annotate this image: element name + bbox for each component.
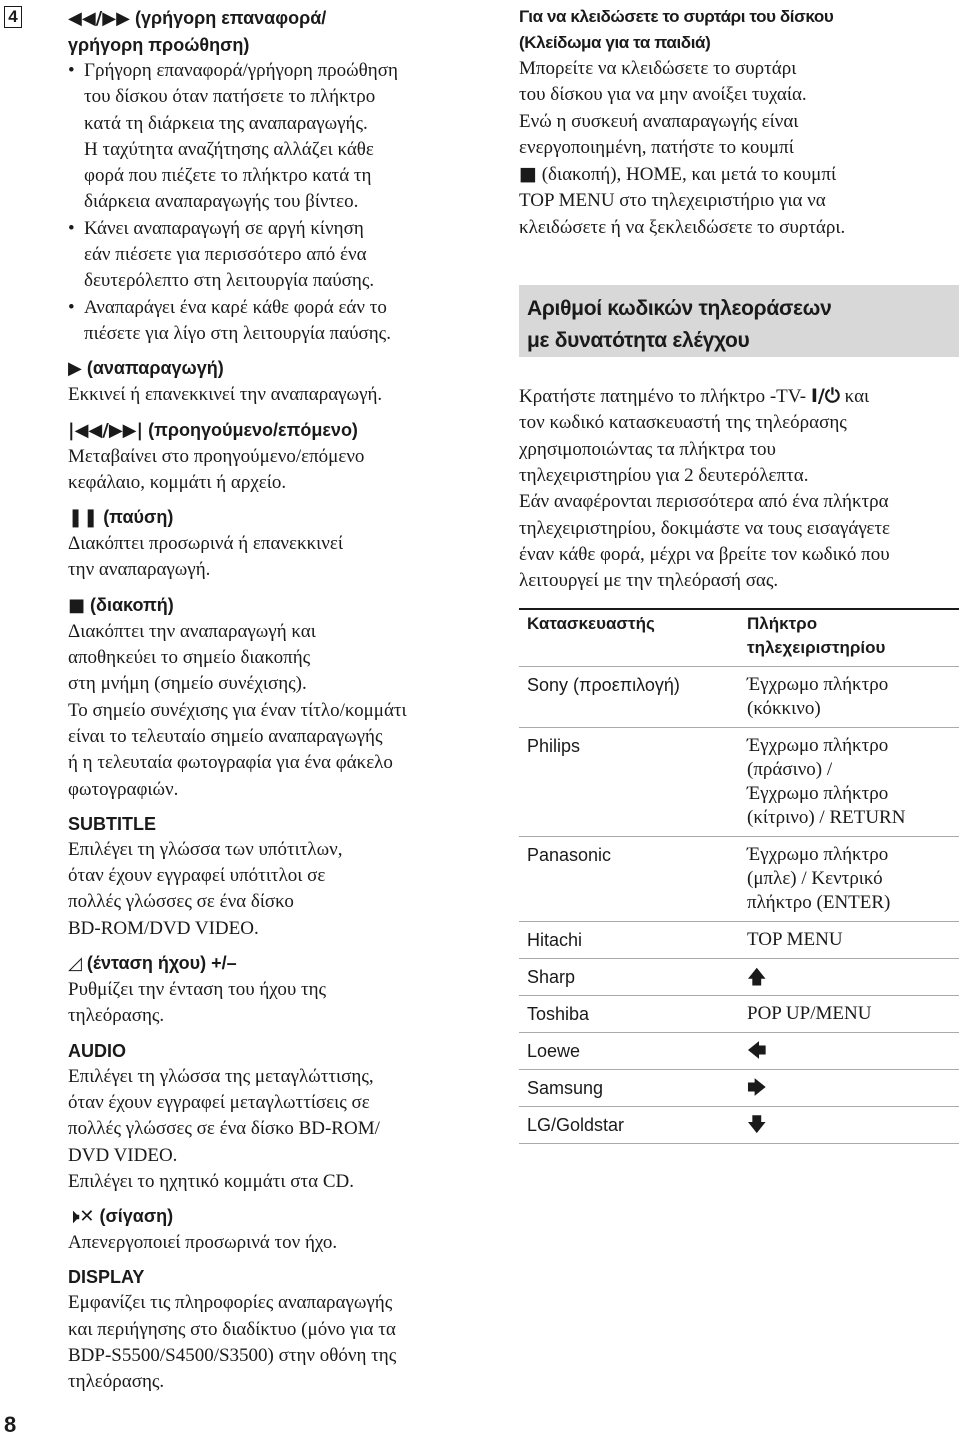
play-heading <box>68 355 468 382</box>
audio-heading: AUDIO <box>68 1040 126 1061</box>
text-line: πιέσετε για λίγο στη λειτουργία παύσης. <box>84 322 391 344</box>
text-line: Το σημείο συνέχισης για έναν τίτλο/κομμάτι <box>68 699 407 721</box>
text-line: και περιήγησης στο διαδίκτυο (μόνο για τα <box>68 1318 396 1340</box>
left-column <box>68 5 468 1396</box>
ffrew-bullet-list <box>68 58 468 347</box>
list-item <box>68 58 468 216</box>
text-line: 🡄 <box>747 1040 767 1063</box>
ffrew-heading <box>68 5 468 58</box>
display-heading: DISPLAY <box>68 1267 145 1288</box>
table-row <box>519 959 959 996</box>
table-row <box>519 922 959 959</box>
lock-title: Για να κλειδώσετε το συρτάρι του δίσκου <box>519 7 834 26</box>
tv-codes-banner <box>519 285 959 357</box>
table-row <box>519 996 959 1033</box>
table-body <box>519 667 959 1144</box>
text-line: POP UP/MENU <box>747 1003 872 1025</box>
lock-lines-2 <box>519 188 959 241</box>
text-line: πολλές γλώσσες σε ένα δίσκο <box>68 891 294 913</box>
text-line: Έγχρωμο πλήκτρο <box>747 674 889 696</box>
lock-heading <box>519 4 959 56</box>
mute-icon: 🕨✕ <box>68 1206 95 1228</box>
remote-key-header <box>739 609 959 667</box>
text-line: πολλές γλώσσες σε ένα δίσκο BD-ROM/ <box>68 1118 380 1140</box>
section-number-box: 4 <box>4 6 22 28</box>
text-line: φωτογραφιών. <box>68 778 179 800</box>
stop-title: (διακοπή) <box>90 594 174 615</box>
text-line: Έγχρωμο πλήκτρο <box>747 735 889 757</box>
volume-icon: ◿ <box>68 953 82 975</box>
text-line: Εάν αναφέρονται περισσότερα από ένα πλήκτρα <box>519 491 889 513</box>
tv-codes-table <box>519 608 959 1144</box>
pause-icon: ❚❚ <box>68 507 99 529</box>
remote-key-header-1: Πλήκτρο <box>747 614 818 634</box>
page-number: 8 <box>4 1412 17 1437</box>
manufacturer-header: Κατασκευαστής <box>519 609 739 667</box>
mute-text <box>68 1230 468 1256</box>
prev-next-icon: |◀◀/▶▶| <box>68 419 144 441</box>
pause-text <box>68 531 468 584</box>
text-line: φορά που πιέζετε το πλήκτρο κατά τη <box>84 165 372 187</box>
text-line: εάν πιέσετε για περισσότερο από ένα <box>84 244 367 266</box>
lock-stop-line-text: (διακοπή), HOME, και μετά το κουμπί <box>536 164 837 186</box>
text-line: κατά τη διάρκεια της αναπαραγωγής. <box>84 112 368 134</box>
text-line: Επιλέγει το ηχητικό κομμάτι στα CD. <box>68 1170 354 1192</box>
tv-codes-intro <box>519 383 959 594</box>
text-line: (πράσινο) / <box>747 759 833 781</box>
text-line: όταν έχουν εγγραφεί μεταγλωττίσεις σε <box>68 1091 370 1113</box>
manufacturer-cell: Hitachi <box>527 930 583 951</box>
text-line: έναν κάθε φορά, μέχρι να βρείτε τον κωδικό που <box>519 543 890 565</box>
right-column <box>519 4 959 1144</box>
stop-heading <box>68 592 468 619</box>
subtitle-text <box>68 837 468 942</box>
manufacturer-cell: LG/Goldstar <box>527 1115 625 1136</box>
remote-key-cell <box>739 1033 959 1070</box>
play-title: (αναπαραγωγή) <box>86 358 224 379</box>
text-line: τηλεχειριστηρίου για 2 δευτερόλεπτα. <box>519 464 809 486</box>
prev-next-heading <box>68 417 468 444</box>
intro-first-line-end: και <box>839 386 870 408</box>
table-row <box>519 1070 959 1107</box>
text-line: τηλεχειριστηρίου, δοκιμάστε να τους εισαγάγετε <box>519 517 890 539</box>
text-line: του δίσκου όταν πατήσετε το πλήκτρο <box>84 86 376 108</box>
table-row <box>519 1033 959 1070</box>
text-line: TOP MENU <box>747 929 843 951</box>
volume-title: (ένταση ήχου) +/– <box>86 953 237 974</box>
mute-title: (σίγαση) <box>99 1206 174 1227</box>
text-line: Διακόπτει προσωρινά ή επανεκκινεί <box>68 533 343 555</box>
volume-heading <box>68 950 468 977</box>
remote-key-cell <box>739 1070 959 1107</box>
subtitle-heading: SUBTITLE <box>68 813 156 834</box>
prev-next-text <box>68 444 468 497</box>
text-line: (κίτρινο) / RETURN <box>747 807 906 829</box>
table-row <box>519 837 959 922</box>
text-line: Εμφανίζει τις πληροφορίες αναπαραγωγής <box>68 1292 393 1314</box>
lock-text <box>519 56 959 241</box>
text-line: BDP-S5500/S4500/S3500) στην οθόνη της <box>68 1344 397 1366</box>
manufacturer-cell: Philips <box>527 736 581 757</box>
text-line: 🡅 <box>747 966 767 989</box>
text-line: ενεργοποιημένη, πατήστε το κουμπί <box>519 136 794 158</box>
play-text <box>68 382 468 408</box>
text-line: (κόκκινο) <box>747 698 821 720</box>
text-line: ή η τελευταία φωτογραφία για ένα φάκελο <box>68 752 393 774</box>
intro-first-line-start: Κρατήστε πατημένο το πλήκτρο -TV- <box>519 386 811 408</box>
text-line: • Κάνει αναπαραγωγή σε αργή κίνηση <box>84 217 364 239</box>
banner-title-2: με δυνατότητα ελέγχου <box>527 329 750 353</box>
pause-heading <box>68 504 468 531</box>
lock-lines <box>519 56 959 161</box>
text-line: Εκκινεί ή επανεκκινεί την αναπαραγωγή. <box>68 384 383 406</box>
lock-stop-line <box>519 161 959 188</box>
fast-rewind-forward-icon: ◀◀/▶▶ <box>68 8 130 29</box>
remote-key-cell <box>739 728 959 837</box>
text-line: Μπορείτε να κλειδώσετε το συρτάρι <box>519 58 797 79</box>
text-line: Επιλέγει τη γλώσσα της μεταγλώττισης, <box>68 1065 374 1087</box>
text-line: πλήκτρο (ENTER) <box>747 892 891 914</box>
text-line: διάρκεια αναπαραγωγής του βίντεο. <box>84 191 359 213</box>
text-line: Έγχρωμο πλήκτρο <box>747 783 889 805</box>
text-line: Ρυθμίζει την ένταση του ήχου της <box>68 979 327 1001</box>
remote-key-cell <box>739 996 959 1033</box>
text-line: Η ταχύτητα αναζήτησης αλλάζει κάθε <box>84 138 374 160</box>
text-line: κεφάλαιο, κομμάτι ή αρχείο. <box>68 471 287 493</box>
list-item <box>68 295 468 348</box>
intro-first-line <box>519 383 959 410</box>
power-icon: I/⏻ <box>810 385 840 408</box>
text-line: δευτερόλεπτο στη λειτουργία παύσης. <box>84 270 375 292</box>
play-icon: ▶ <box>68 358 82 380</box>
text-line: 🡇 <box>747 1114 767 1137</box>
remote-key-cell <box>739 959 959 996</box>
text-line: είναι το τελευταίο σημείο αναπαραγωγής <box>68 725 383 747</box>
remote-key-cell <box>739 667 959 728</box>
remote-key-header-2: τηλεχειριστηρίου <box>747 638 886 658</box>
text-line: Έγχρωμο πλήκτρο <box>747 844 889 866</box>
list-item <box>68 216 468 295</box>
text-line: του δίσκου για να μην ανοίξει τυχαία. <box>519 84 807 106</box>
remote-key-cell <box>739 837 959 922</box>
text-line: την αναπαραγωγή. <box>68 559 211 581</box>
display-text <box>68 1290 468 1395</box>
text-line: χρησιμοποιώντας τα πλήκτρα του <box>519 438 776 460</box>
manufacturer-cell: Sony (προεπιλογή) <box>527 675 680 696</box>
stop-icon: ■ <box>519 163 537 186</box>
text-line: 🡆 <box>747 1077 767 1100</box>
text-line: λειτουργεί με την τηλεόρασή σας. <box>519 570 779 592</box>
text-line: Ενώ η συσκευή αναπαραγωγής είναι <box>519 110 799 132</box>
intro-lines <box>519 410 959 594</box>
text-line: Μεταβαίνει στο προηγούμενο/επόμενο <box>68 445 365 467</box>
banner-title-1: Αριθμοί κωδικών τηλεοράσεων <box>527 297 832 321</box>
text-line: στη μνήμη (σημείο συνέχισης). <box>68 673 307 695</box>
text-line: τηλεόρασης. <box>68 1005 165 1027</box>
manufacturer-cell: Loewe <box>527 1041 581 1062</box>
manufacturer-cell: Sharp <box>527 967 576 988</box>
table-row <box>519 667 959 728</box>
ffrew-title: (γρήγορη επαναφορά/ <box>134 8 327 28</box>
lock-title-2: (Κλείδωμα για τα παιδιά) <box>519 33 711 52</box>
text-line: Επιλέγει τη γλώσσα των υπότιτλων, <box>68 838 343 860</box>
manufacturer-cell: Toshiba <box>527 1004 590 1025</box>
text-line: Απενεργοποιεί προσωρινά τον ήχο. <box>68 1232 338 1254</box>
volume-text <box>68 977 468 1030</box>
audio-text <box>68 1064 468 1195</box>
manufacturer-cell: Panasonic <box>527 845 612 866</box>
stop-text <box>68 619 468 803</box>
text-line: αποθηκεύει το σημείο διακοπής <box>68 647 311 669</box>
table-row <box>519 1107 959 1144</box>
text-line: TOP MENU στο τηλεχειριστήριο για να <box>519 190 826 212</box>
text-line: Διακόπτει την αναπαραγωγή και <box>68 620 316 642</box>
prev-next-title: (προηγούμενο/επόμενο) <box>148 419 358 440</box>
pause-title: (παύση) <box>103 507 174 528</box>
manufacturer-cell: Samsung <box>527 1078 604 1099</box>
table-header-row <box>519 609 959 667</box>
ffrew-title-2: γρήγορη προώθηση) <box>68 35 250 55</box>
text-line: κλειδώσετε ή να ξεκλειδώσετε το συρτάρι. <box>519 216 846 238</box>
text-line: τηλεόρασης. <box>68 1371 165 1393</box>
text-line: (μπλε) / Κεντρικό <box>747 868 883 890</box>
text-line: όταν έχουν εγγραφεί υπότιτλοι σε <box>68 865 326 887</box>
mute-heading <box>68 1203 468 1230</box>
table-row <box>519 728 959 837</box>
text-line: • Αναπαράγει ένα καρέ κάθε φορά εάν το <box>84 296 387 318</box>
text-line: τον κωδικό κατασκευαστή της τηλεόρασης <box>519 412 847 434</box>
remote-key-cell <box>739 1107 959 1144</box>
text-line: • Γρήγορη επαναφορά/γρήγορη προώθηση <box>84 60 398 81</box>
stop-icon: ■ <box>68 594 86 616</box>
text-line: DVD VIDEO. <box>68 1144 178 1166</box>
text-line: BD-ROM/DVD VIDEO. <box>68 917 259 939</box>
remote-key-cell <box>739 922 959 959</box>
